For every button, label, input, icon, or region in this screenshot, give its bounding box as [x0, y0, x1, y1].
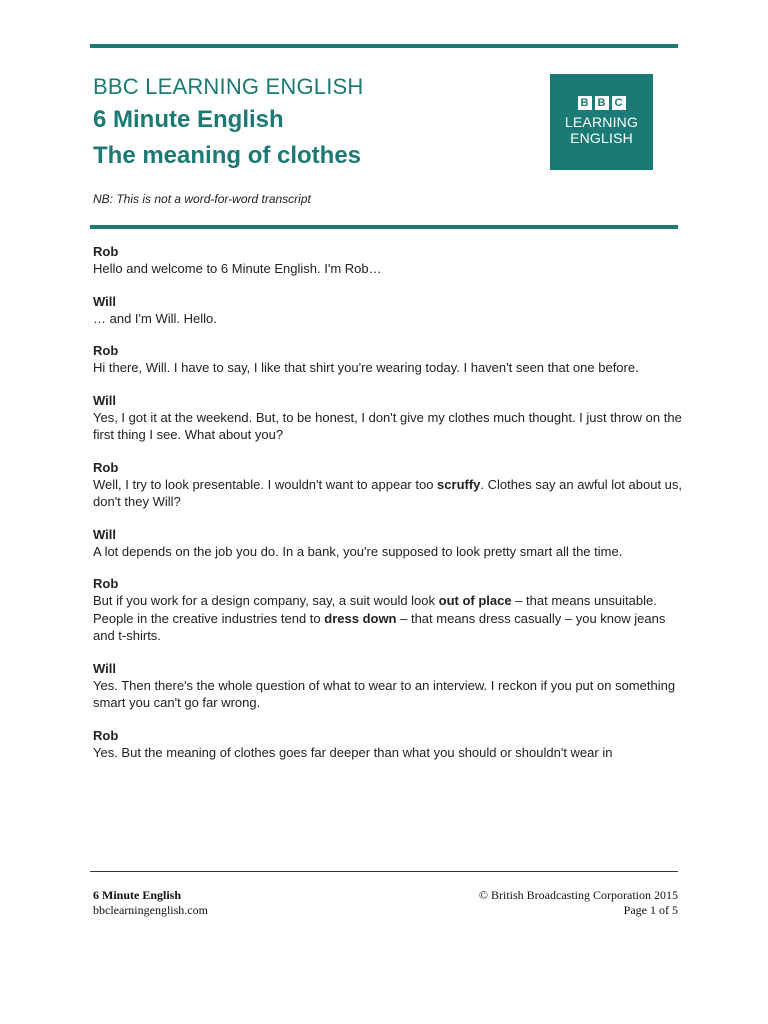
- org-name: BBC LEARNING ENGLISH: [93, 74, 364, 99]
- footer-left: [93, 888, 208, 918]
- transcript-turn: [93, 526, 683, 561]
- speaker-name: Will: [93, 293, 116, 309]
- dialogue-text: [93, 476, 683, 511]
- dialogue-segment: Well, I try to look presentable. I wouldn't want to appear too: [93, 476, 438, 492]
- dialogue-text: [93, 409, 683, 444]
- dialogue-segment: . Clothes say an awful lot about us, don't they Will?: [93, 476, 683, 509]
- vocabulary-term: out of place: [438, 593, 512, 608]
- logo-block-b2: B: [595, 96, 609, 110]
- vocabulary-term: dress down: [324, 610, 397, 626]
- speaker-name: Rob: [93, 343, 119, 358]
- bbc-learning-english-logo: [550, 74, 653, 170]
- dialogue-segment: Yes. Then there's the whole question of what to wear to an interview. I reckon if you put on something smart you can't go far wrong.: [93, 677, 676, 710]
- footer-divider: [90, 871, 678, 872]
- dialogue-text: [93, 359, 683, 377]
- footer-right: [479, 888, 678, 918]
- dialogue-text: [93, 260, 683, 278]
- transcript-turn: [93, 459, 683, 511]
- transcript-turn: [93, 243, 683, 278]
- dialogue-text: [93, 592, 683, 645]
- speaker-name: Rob: [93, 727, 119, 743]
- dialogue-segment: But if you work for a design company, say, a suit would look: [93, 593, 439, 608]
- header-divider: [90, 225, 678, 229]
- transcript-note: NB: This is not a word-for-word transcript: [93, 192, 311, 206]
- dialogue-segment: – that means dress casually – you know jeans and t-shirts.: [93, 610, 666, 643]
- vocabulary-term: scruffy: [437, 476, 481, 492]
- document-header: [93, 72, 523, 174]
- footer-page-number: Page 1 of 5: [623, 903, 678, 917]
- transcript-body: [93, 243, 683, 776]
- bbc-blocks: [550, 96, 653, 110]
- transcript-turn: [93, 392, 683, 444]
- logo-block-b1: B: [578, 96, 592, 110]
- speaker-name: Rob: [93, 459, 119, 475]
- transcript-turn: [93, 293, 683, 328]
- speaker-name: Will: [93, 526, 116, 542]
- transcript-turn: [93, 342, 683, 377]
- logo-line-2: ENGLISH: [570, 130, 633, 146]
- transcript-turn: [93, 727, 683, 762]
- episode-title: The meaning of clothes: [93, 142, 362, 169]
- dialogue-segment: Yes. But the meaning of clothes goes far deeper than what you should or shouldn't wear in: [93, 744, 613, 760]
- logo-block-c: C: [612, 96, 626, 110]
- dialogue-segment: Hello and welcome to 6 Minute English. I'm Rob…: [93, 261, 382, 276]
- speaker-name: Rob: [93, 576, 119, 591]
- footer-copyright: © British Broadcasting Corporation 2015: [478, 888, 678, 902]
- dialogue-text: [93, 543, 683, 561]
- programme-title: 6 Minute English: [93, 106, 284, 133]
- dialogue-text: [93, 744, 683, 762]
- speaker-name: Will: [93, 660, 116, 676]
- dialogue-segment: … and I'm Will. Hello.: [93, 310, 217, 326]
- transcript-turn: [93, 660, 683, 712]
- dialogue-segment: – that means unsuitable. People in the creative industries tend to: [93, 593, 657, 626]
- top-rule: [90, 44, 678, 48]
- speaker-name: Will: [93, 392, 116, 408]
- dialogue-text: [93, 677, 683, 712]
- logo-line-1: LEARNING: [564, 114, 639, 130]
- transcript-turn: [93, 575, 683, 645]
- footer-programme: 6 Minute English: [93, 888, 182, 902]
- speaker-name: Rob: [93, 244, 119, 259]
- dialogue-text: [93, 310, 683, 328]
- dialogue-segment: Hi there, Will. I have to say, I like that shirt you're wearing today. I haven't seen that one before.: [93, 360, 639, 375]
- dialogue-segment: Yes, I got it at the weekend. But, to be honest, I don't give my clothes much thought. I just throw on the first thing I see. What about you?: [93, 409, 682, 442]
- dialogue-segment: A lot depends on the job you do. In a bank, you're supposed to look pretty smart all the time.: [93, 543, 623, 559]
- footer-site: bbclearningenglish.com: [93, 903, 208, 917]
